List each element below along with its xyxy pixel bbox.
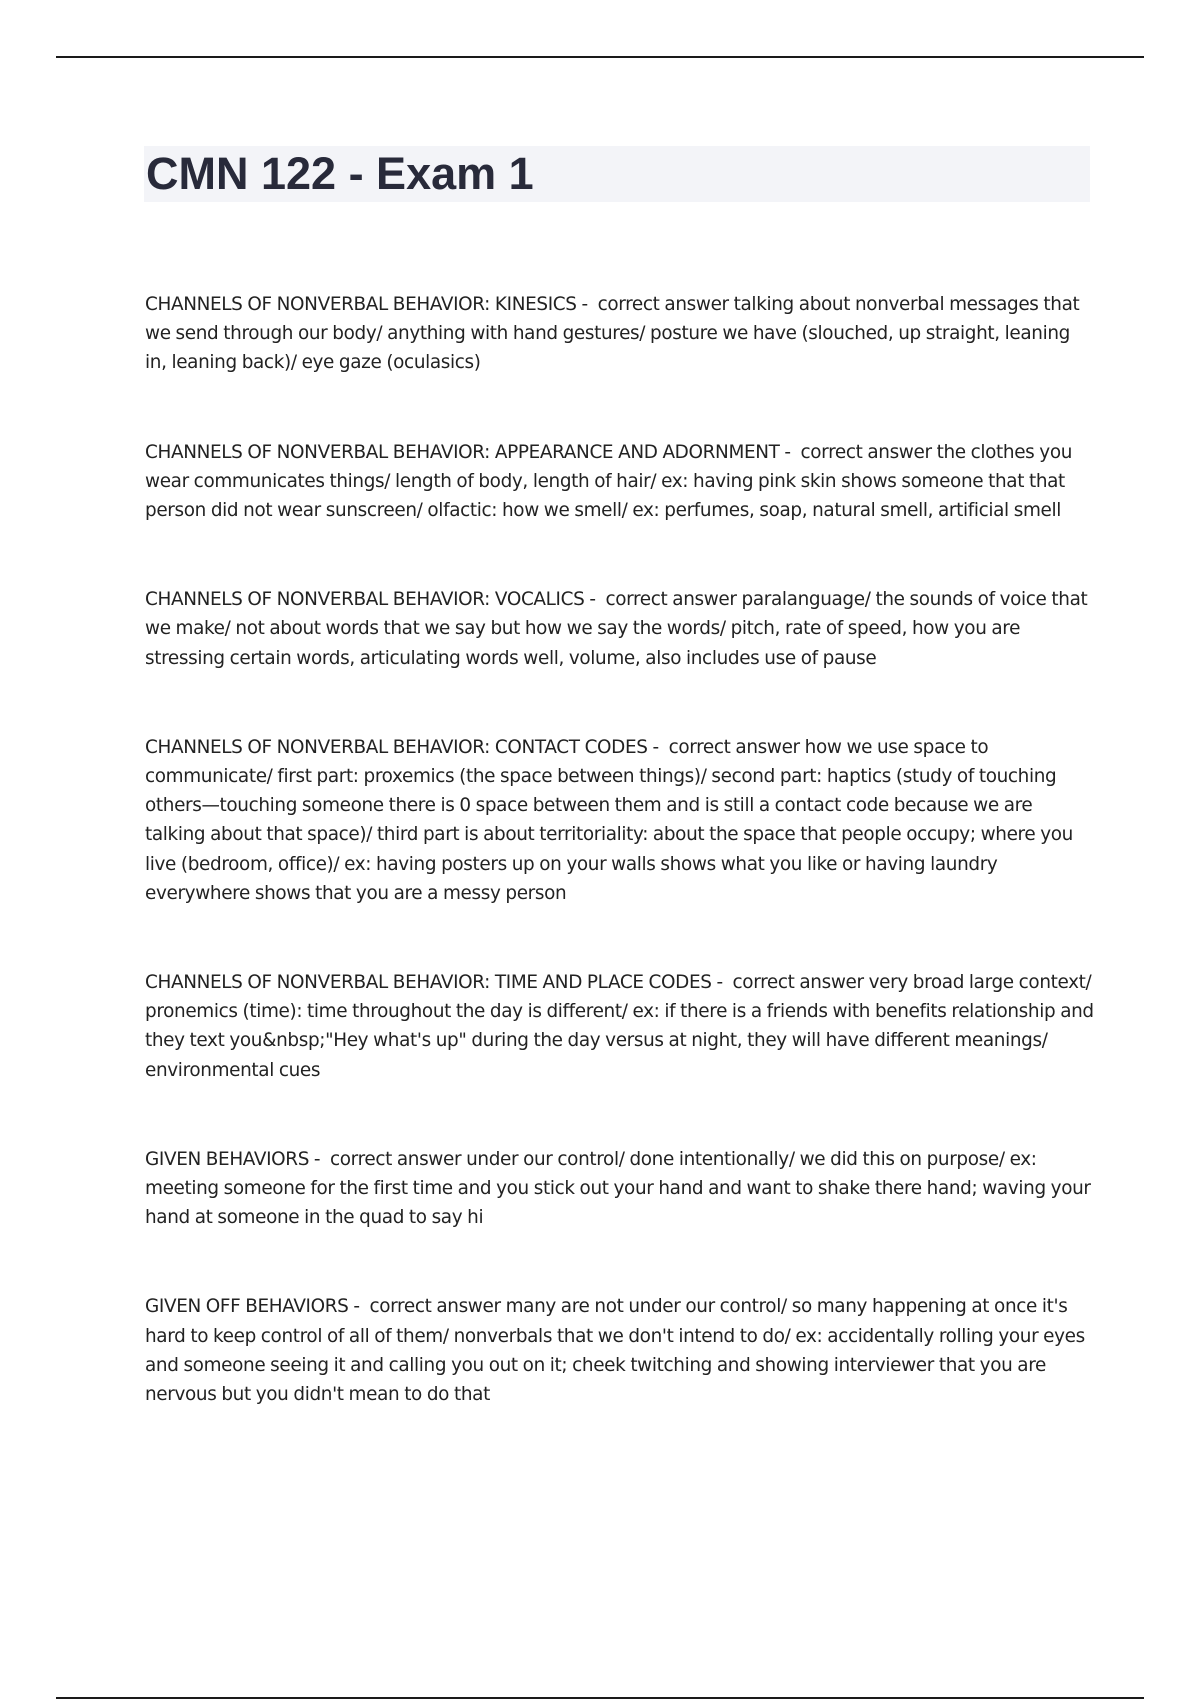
answer-label: correct answer bbox=[732, 972, 864, 994]
entry-answer: the clothes you wear communicates things/ length of body, length of hair/ ex: having pink skin shows someone that that person did not wear sunscreen/ olfactic: how we smell/ ex: perfumes, soap, natural smell, artificial smell bbox=[145, 441, 1073, 522]
top-rule bbox=[56, 56, 1144, 58]
flashcard-entry: CHANNELS OF NONVERBAL BEHAVIOR: KINESICS - correct answer talking about nonverbal messages that we send through our body/ anything with hand gestures/ posture we have (slouched, up straight, leaning in, leaning back)/ eye gaze (oculasics) bbox=[145, 294, 1080, 374]
entry-answer: under our control/ done intentionally/ we did this on purpose/ ex: meeting someone for the first time and you stick out your hand and want to shake there hand; waving your hand at someone in the quad to say hi bbox=[145, 1148, 1091, 1229]
answer-label: correct answer bbox=[597, 294, 729, 315]
answer-label: correct answer bbox=[668, 736, 800, 758]
entry-answer: how we use space to communicate/ first part: proxemics (the space between things)/ second part: haptics (study of touching others—touching someone there is 0 space between them and is still a contact code because we are talking about that space)/ third part is about territoriality: about the space that people occupy; where you live (bedroom, office)/ ex: having posters up on your walls shows what you like or having laundry everywhere shows that you are a messy person bbox=[145, 736, 1073, 904]
entry-term: CHANNELS OF NONVERBAL BEHAVIOR: VOCALICS bbox=[145, 589, 585, 611]
entry-term: CHANNELS OF NONVERBAL BEHAVIOR: CONTACT CODES bbox=[145, 736, 648, 758]
flashcard-entry: CHANNELS OF NONVERBAL BEHAVIOR: APPEARANCE AND ADORNMENT - correct answer the clothes you wear communicates things/ length of body, length of hair/ ex: having pink skin shows someone that that person did not wear sunscreen/ olfactic: how we smell/ ex: perfumes, soap, natural smell, artificial smell bbox=[145, 441, 1073, 522]
entry-answer: very broad large context/ pronemics (time): time throughout the day is different/ ex: if there is a friends with benefits relationship and they text you&nbsp;"Hey what's up" during the day versus at night, they will have different meanings/ environmental cues bbox=[145, 972, 1094, 1081]
entry-term: GIVEN OFF BEHAVIORS bbox=[145, 1296, 349, 1318]
entry-answer: talking about nonverbal messages that we send through our body/ anything with hand gestures/ posture we have (slouched, up straight, leaning in, leaning back)/ eye gaze (oculasics) bbox=[145, 294, 1080, 374]
flashcard-entry: CHANNELS OF NONVERBAL BEHAVIOR: CONTACT CODES - correct answer how we use space to communicate/ first part: proxemics (the space between things)/ second part: haptics (study of touching others—touching someone there is 0 space between them and is still a contact code because we are talking about that space)/ third part is about territoriality: about the space that people occupy; where you live (bedroom, office)/ ex: having posters up on your walls shows what you like or having laundry everywhere shows that you are a messy person bbox=[145, 736, 1073, 904]
flashcard-list bbox=[145, 290, 1095, 1469]
flashcard-entry: CHANNELS OF NONVERBAL BEHAVIOR: VOCALICS - correct answer paralanguage/ the sounds of voice that we make/ not about words that we say but how we say the words/ pitch, rate of speed, how you are stressing certain words, articulating words well, volume, also includes use of pause bbox=[145, 589, 1088, 669]
entry-term: CHANNELS OF NONVERBAL BEHAVIOR: APPEARANCE AND ADORNMENT bbox=[145, 441, 780, 463]
flashcard-entry: CHANNELS OF NONVERBAL BEHAVIOR: TIME AND PLACE CODES - correct answer very broad large context/ pronemics (time): time throughout the day is different/ ex: if there is a friends with benefits relationship and they text you&nbsp;"Hey what's up" during the day versus at night, they will have different meanings/ environmental cues bbox=[145, 972, 1094, 1081]
answer-label: correct answer bbox=[330, 1148, 462, 1170]
entry-term: CHANNELS OF NONVERBAL BEHAVIOR: TIME AND PLACE CODES bbox=[145, 972, 712, 994]
bottom-rule bbox=[56, 1697, 1144, 1699]
entry-answer: paralanguage/ the sounds of voice that we make/ not about words that we say but how we say the words/ pitch, rate of speed, how you are stressing certain words, articulating words well, volume, also includes use of pause bbox=[145, 589, 1088, 669]
answer-label: correct answer bbox=[800, 441, 932, 463]
entry-term: CHANNELS OF NONVERBAL BEHAVIOR: KINESICS bbox=[145, 294, 577, 315]
page-title: CMN 122 - Exam 1 bbox=[146, 148, 534, 199]
entry-term: GIVEN BEHAVIORS bbox=[145, 1148, 310, 1170]
flashcard-entry: GIVEN BEHAVIORS - correct answer under our control/ done intentionally/ we did this on purpose/ ex: meeting someone for the first time and you stick out your hand and want to shake there hand; waving your hand at someone in the quad to say hi bbox=[145, 1148, 1091, 1229]
answer-label: correct answer bbox=[605, 589, 737, 611]
entry-answer: many are not under our control/ so many happening at once it's hard to keep control of all of them/ nonverbals that we don't intend to do/ ex: accidentally rolling your eyes and someone seeing it and calling you out on it; cheek twitching and showing interviewer that you are nervous but you didn't mean to do that bbox=[145, 1296, 1085, 1406]
flashcard-entry: GIVEN OFF BEHAVIORS - correct answer many are not under our control/ so many happening at once it's hard to keep control of all of them/ nonverbals that we don't intend to do/ ex: accidentally rolling your eyes and someone seeing it and calling you out on it; cheek twitching and showing interviewer that you are nervous but you didn't mean to do that bbox=[145, 1296, 1085, 1406]
answer-label: correct answer bbox=[369, 1296, 501, 1318]
